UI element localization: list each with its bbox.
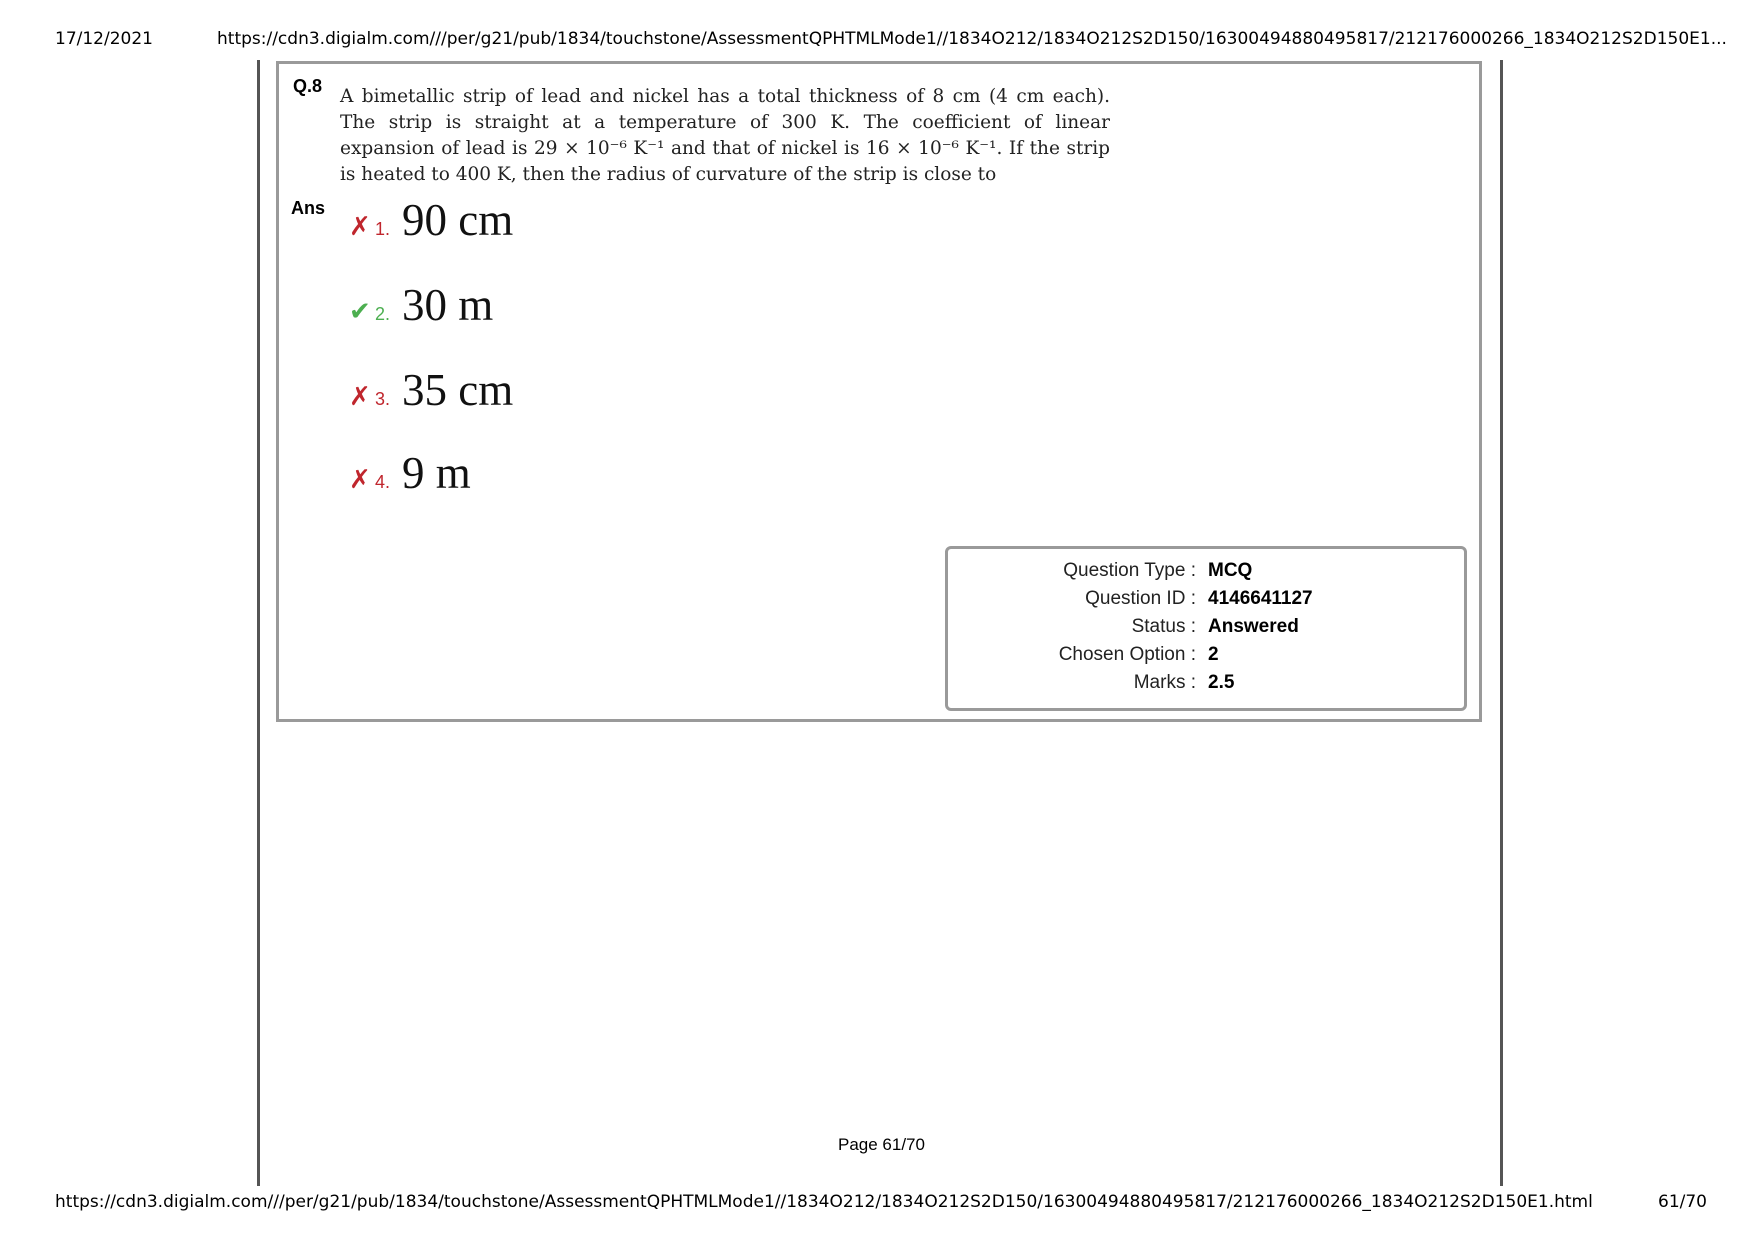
answer-label: Ans — [291, 198, 326, 218]
option-4 — [349, 447, 471, 499]
info-row-chosen — [948, 644, 1464, 670]
option-1 — [349, 194, 513, 246]
page-border-left — [257, 60, 260, 1186]
footer-page-count: 61/70 — [1658, 1192, 1707, 1212]
info-value: 2 — [1208, 644, 1219, 665]
info-row-status — [948, 616, 1464, 642]
option-value: 35 cm — [402, 365, 514, 415]
question-info-box — [945, 546, 1467, 711]
info-key: Question Type : — [1063, 560, 1196, 581]
info-key: Chosen Option : — [1058, 644, 1196, 665]
wrong-icon: ✗ — [349, 212, 371, 242]
check-icon: ✔ — [349, 297, 371, 327]
wrong-icon: ✗ — [349, 465, 371, 495]
info-row-marks — [948, 672, 1464, 698]
question-text: A bimetallic strip of lead and nickel has a total thickness of 8 cm (4 cm each). The strip is straight at a temperature of 300 K. The coefficient of linear expansion of lead is 29 × 10⁻⁶ K⁻¹ and that of nickel is 16 × 10⁻⁶ K⁻¹. If the strip is heated to 400 K, then the radius of curvature of the strip is close to — [340, 86, 1110, 185]
option-value: 9 m — [402, 448, 471, 498]
option-number: 1. — [375, 219, 391, 239]
option-number: 3. — [375, 389, 391, 409]
info-row-type — [948, 560, 1464, 586]
option-3 — [349, 364, 513, 416]
info-value: MCQ — [1208, 560, 1253, 581]
info-key: Status : — [1131, 616, 1196, 637]
option-2 — [349, 279, 493, 331]
page-number: Page 61/70 — [838, 1135, 925, 1154]
option-value: 90 cm — [402, 195, 514, 245]
info-value: Answered — [1208, 616, 1299, 637]
option-number: 4. — [375, 472, 391, 492]
info-value: 4146641127 — [1208, 588, 1313, 609]
question-box — [276, 61, 1482, 722]
print-date: 17/12/2021 — [55, 29, 153, 49]
question-number: Q.8 — [293, 76, 323, 96]
footer-url: https://cdn3.digialm.com///per/g21/pub/1834/touchstone/AssessmentQPHTMLMode1//1834O212/1834O212S2D150/16300494880495817/212176000266_1834O212S2D150E1.html — [55, 1192, 1593, 1212]
wrong-icon: ✗ — [349, 382, 371, 412]
info-key: Marks : — [1133, 672, 1196, 693]
info-row-id — [948, 588, 1464, 614]
info-value: 2.5 — [1208, 672, 1235, 693]
page-border-right — [1500, 60, 1503, 1186]
info-key: Question ID : — [1085, 588, 1196, 609]
header-url: https://cdn3.digialm.com///per/g21/pub/1834/touchstone/AssessmentQPHTMLMode1//1834O212/1834O212S2D150/16300494880495817/212176000266_1834O212S2D150E1... — [217, 29, 1727, 49]
option-number: 2. — [375, 304, 391, 324]
option-value: 30 m — [402, 280, 494, 330]
